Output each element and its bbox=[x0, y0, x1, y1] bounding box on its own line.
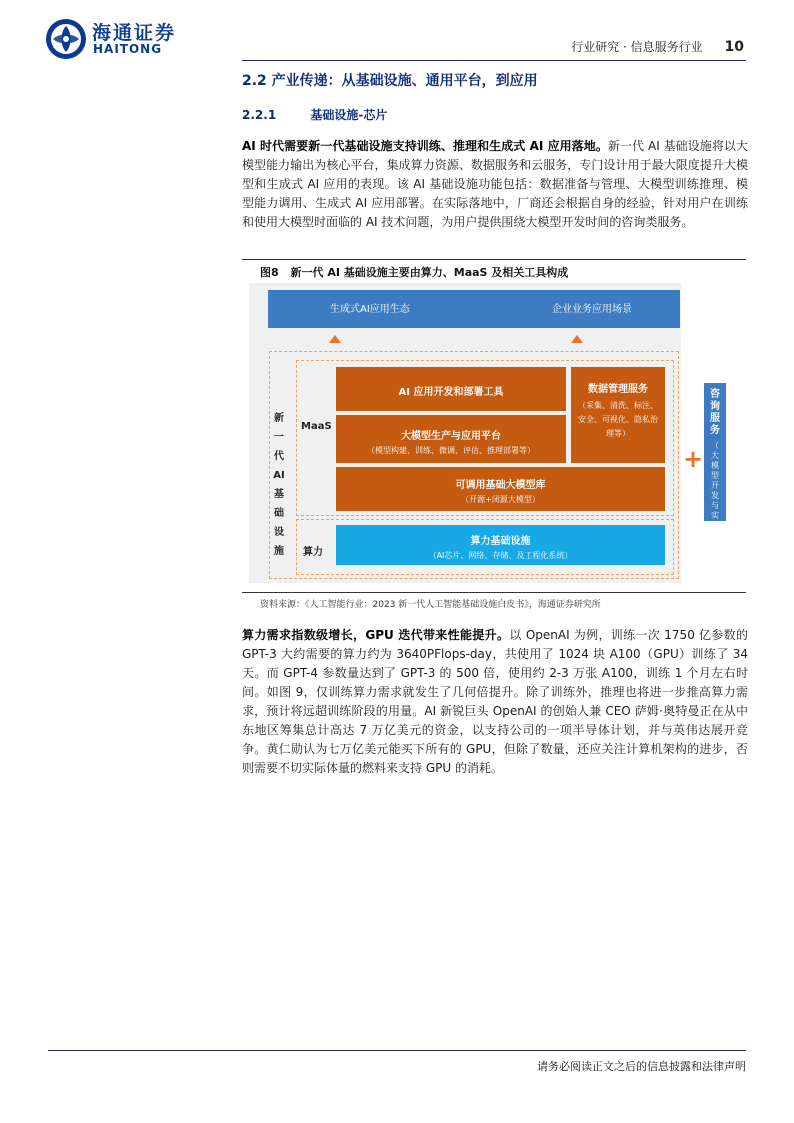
page-number: 10 bbox=[724, 39, 744, 55]
compute-label: 算力 bbox=[303, 547, 323, 558]
consulting-subtitle: （ 大 模 型 开 发 与 实 践 ） bbox=[711, 441, 719, 540]
ai-dev-tools-box: AI 应用开发和部署工具 bbox=[336, 367, 566, 411]
logo-chinese-text: 海通证券 bbox=[92, 22, 177, 44]
application-bar bbox=[268, 290, 680, 328]
paragraph-body: 新一代 AI 基础设施将以大模型能力输出为核心平台，集成算力资源、数据服务和云服务，专门设计用于最大限度提升大模型和生成式 AI 应用的表现。该 AI 基础设施功能包括：数据准备与管理、大模型训练推理、模型能力调用、生成式 AI 应用部署。在实际落地中，厂商还会根据自身的经验，针对用户在训练和使用大模型时面临的 AI 技术问题，为用户提供围绕大模型开发时间的咨询类服务。 bbox=[242, 139, 748, 229]
subsection-heading bbox=[242, 106, 387, 123]
header-meta bbox=[571, 38, 744, 55]
figure-top-rule bbox=[242, 259, 746, 260]
paragraph-lead: 算力需求指数级增长，GPU 迭代带来性能提升。 bbox=[242, 628, 510, 642]
app-ecosystem-label: 生成式AI应用生态 bbox=[330, 304, 410, 315]
plus-icon: + bbox=[683, 445, 704, 473]
llm-platform-box: 大模型生产与应用平台 （模型构建、训练、微调、评估、推理部署等） bbox=[336, 415, 566, 463]
new-gen-ai-infra-label: 新 一 代 AI 基 础 设 施 bbox=[273, 413, 285, 557]
logo-emblem-icon bbox=[44, 17, 88, 61]
maas-label: MaaS bbox=[301, 421, 332, 432]
figure-bottom-rule bbox=[242, 592, 746, 593]
figure-title: 新一代 AI 基础设施主要由算力、MaaS 及相关工具构成 bbox=[290, 266, 569, 279]
base-model-library-box: 可调用基础大模型库 （开源+闭源大模型） bbox=[336, 467, 665, 511]
report-category: 行业研究 · 信息服务行业 bbox=[571, 40, 703, 54]
data-management-box: 数据管理服务 （采集、清洗、标注、 安全、可视化、隐私治 理等） bbox=[571, 367, 665, 463]
section-heading: 2.2 产业传递：从基础设施、通用平台，到应用 bbox=[242, 73, 538, 89]
arrow-up-icon bbox=[571, 335, 583, 343]
paragraph-lead: AI 时代需要新一代基础设施支持训练、推理和生成式 AI 应用落地。 bbox=[242, 139, 608, 153]
figure-caption bbox=[260, 264, 568, 280]
consulting-service-box bbox=[704, 383, 726, 540]
consulting-title: 咨 询 服 务 bbox=[710, 389, 720, 436]
subsection-title: 基础设施-芯片 bbox=[310, 108, 388, 122]
paragraph-compute-demand bbox=[242, 626, 748, 778]
ai-infrastructure-diagram bbox=[249, 283, 761, 583]
arrow-up-icon bbox=[329, 335, 341, 343]
footer-disclaimer: 请务必阅读正文之后的信息披露和法律声明 bbox=[537, 1060, 746, 1073]
figure-source: 资料来源：《人工智能行业：2023 新一代人工智能基础设施白皮书》，海通证券研究所 bbox=[260, 600, 601, 610]
subsection-number: 2.2.1 bbox=[242, 108, 277, 122]
enterprise-scenario-label: 企业业务应用场景 bbox=[552, 304, 632, 315]
footer-divider bbox=[48, 1050, 746, 1051]
compute-infrastructure-box: 算力基础设施 （AI芯片、网络、存储、及工程化系统） bbox=[336, 525, 665, 565]
haitong-logo bbox=[44, 17, 184, 61]
logo-english-text: HAITONG bbox=[93, 42, 163, 56]
figure-number: 图8 bbox=[260, 266, 279, 279]
header-divider bbox=[242, 60, 746, 61]
paragraph-body: 以 OpenAI 为例，训练一次 1750 亿参数的 GPT-3 大约需要的算力约为 3640PFlops-day，共使用了 1024 块 A100（GPU）训练了 34 天。而 GPT-4 参数量达到了 GPT-3 的 500 倍，使用约 2-3 万张 A100，训练 1 个月左右时间。如图 9，仅训练算力需求就发生了几何倍提升。除了训练外，推理也将进一步推高算力需求，预计将远超训练阶段的用量。AI 新锐巨头 OpenAI 的创始人兼 CEO 萨姆·奥特曼正在从中东地区筹集总计高达 7 万亿美元的资金，以支持公司的一项半导体计划，并与英伟达展开竞争。黄仁勋认为七万亿美元能买下所有的 GPU，但除了数量，还应关注计算机架构的进步，否则需要不切实际体量的燃料来支持 GPU 的消耗。 bbox=[242, 628, 748, 775]
paragraph-infrastructure bbox=[242, 137, 748, 232]
